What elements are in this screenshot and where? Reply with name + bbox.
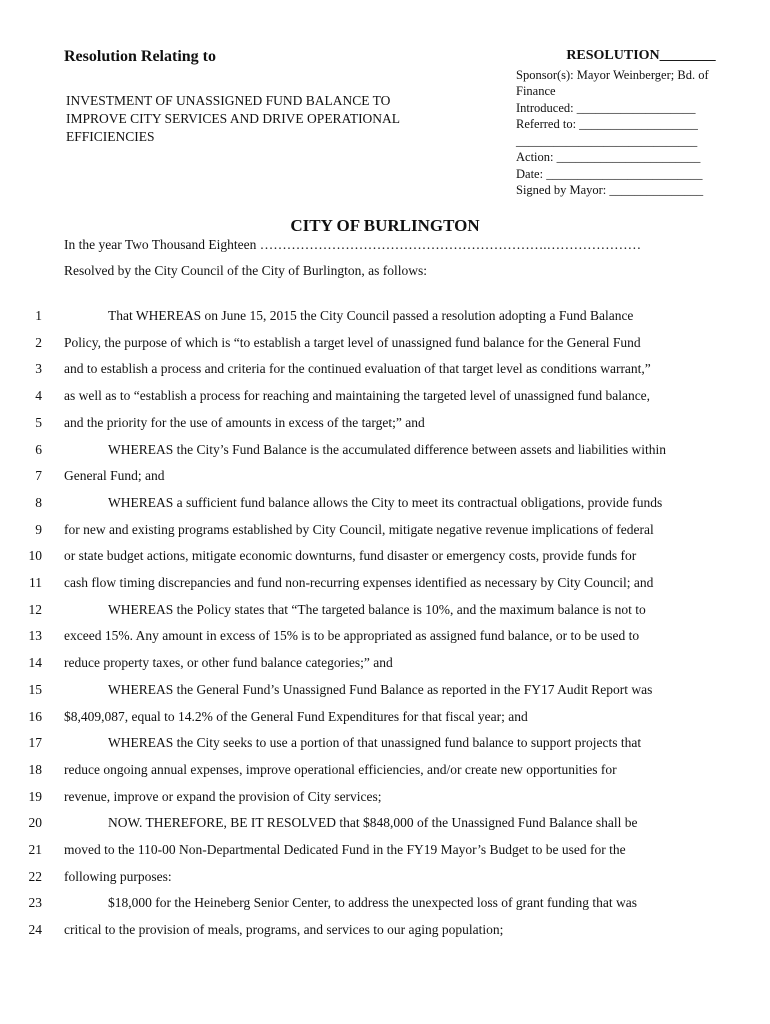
action-line: Action: _______________________	[516, 150, 701, 164]
line-number: 13	[28, 628, 42, 644]
line-text: WHEREAS a sufficient fund balance allows the City to meet its contractual obligations, provide funds	[108, 494, 663, 510]
line-number: 11	[29, 575, 42, 590]
line-number: 4	[35, 388, 42, 404]
line-text: $18,000 for the Heineberg Senior Center, to address the unexpected loss of grant funding that was	[108, 895, 637, 911]
blank-line: _____________________________	[516, 133, 698, 148]
numbered-line	[0, 442, 770, 462]
line-text: WHEREAS the City’s Fund Balance is the accumulated difference between assets and liabilities within	[108, 441, 666, 457]
city-title: CITY OF BURLINGTON	[290, 216, 480, 235]
resolution-number-label: RESOLUTION________	[566, 48, 716, 63]
numbered-line	[0, 415, 770, 435]
signed-by-mayor-line: Signed by Mayor: _______________	[516, 183, 704, 197]
line-text: reduce property taxes, or other fund balance categories;” and	[64, 655, 393, 671]
resolution-heading: Resolution Relating to	[64, 48, 216, 65]
line-text: WHEREAS the General Fund’s Unassigned Fund Balance as reported in the FY17 Audit Report was	[108, 681, 653, 697]
line-number: 23	[28, 895, 42, 911]
subject-line: INVESTMENT OF UNASSIGNED FUND BALANCE TO	[66, 93, 391, 108]
line-number: 14	[28, 655, 42, 671]
numbered-line	[0, 869, 770, 889]
numbered-line	[0, 602, 770, 622]
introduced-line: Introduced: ___________________	[516, 100, 696, 115]
sponsor-line-cont: Finance	[516, 84, 556, 98]
line-number: 17	[28, 735, 42, 751]
line-number: 19	[28, 788, 42, 804]
line-number: 3	[35, 361, 42, 377]
line-text: NOW. THEREFORE, BE IT RESOLVED that $848,000 of the Unassigned Fund Balance shall be	[108, 815, 638, 831]
resolution-info-box	[516, 48, 756, 199]
line-number: 5	[35, 414, 42, 430]
line-text: WHEREAS the City seeks to use a portion of that unassigned fund balance to support projects that	[108, 735, 642, 751]
line-text: General Fund; and	[64, 468, 165, 484]
line-number: 2	[35, 334, 42, 350]
line-text: moved to the 110-00 Non-Departmental Dedicated Fund in the FY19 Mayor’s Budget to be used for the	[64, 842, 626, 857]
resolved-line: Resolved by the City Council of the City of Burlington, as follows:	[64, 263, 427, 278]
line-text: as well as to “establish a process for reaching and maintaining the targeted level of unassigned fund balance,	[64, 388, 651, 404]
numbered-line	[0, 842, 770, 862]
numbered-line	[0, 789, 770, 809]
line-number: 12	[28, 601, 42, 617]
line-text: following purposes:	[64, 868, 172, 884]
numbered-line	[0, 548, 770, 568]
numbered-line	[0, 922, 770, 942]
line-text: exceed 15%. Any amount in excess of 15% is to be appropriated as assigned fund balance, or to be used to	[64, 628, 640, 644]
line-number: 22	[28, 868, 42, 884]
line-text: or state budget actions, mitigate economic downturns, fund disaster or emergency costs, provide funds for	[64, 548, 637, 564]
line-number: 10	[28, 548, 42, 564]
numbered-line	[0, 308, 770, 328]
year-line: In the year Two Thousand Eighteen ……………………………………………………….…………………	[64, 237, 642, 252]
subject-line: IMPROVE CITY SERVICES AND DRIVE OPERATIONAL	[66, 111, 401, 126]
numbered-line	[0, 815, 770, 835]
resolution-subject	[66, 92, 400, 146]
line-text: revenue, improve or expand the provision of City services;	[64, 788, 382, 804]
numbered-line	[0, 762, 770, 782]
numbered-line	[0, 628, 770, 648]
referred-to-line: Referred to: ___________________	[516, 117, 698, 131]
line-text: That WHEREAS on June 15, 2015 the City Council passed a resolution adopting a Fund Balance	[108, 308, 634, 323]
line-number: 6	[35, 441, 42, 457]
numbered-line	[0, 522, 770, 542]
numbered-line	[0, 335, 770, 355]
numbered-line	[0, 468, 770, 488]
numbered-line	[0, 682, 770, 702]
numbered-line	[0, 575, 770, 595]
line-number: 7	[35, 468, 42, 484]
line-text: $8,409,087, equal to 14.2% of the General Fund Expenditures for that fiscal year; and	[64, 708, 528, 724]
line-number: 9	[35, 521, 42, 537]
line-text: for new and existing programs established by City Council, mitigate negative revenue implications of federal	[64, 521, 654, 537]
line-text: cash flow timing discrepancies and fund non-recurring expenses identified as necessary by City Council; and	[64, 575, 654, 590]
line-text: Policy, the purpose of which is “to establish a target level of unassigned fund balance for the General Fund	[64, 334, 641, 350]
line-number: 24	[28, 922, 42, 938]
line-number: 21	[28, 842, 42, 857]
line-number: 20	[28, 815, 42, 831]
line-number: 16	[28, 708, 42, 724]
numbered-line	[0, 361, 770, 381]
numbered-line	[0, 895, 770, 915]
subject-line: EFFICIENCIES	[66, 129, 155, 144]
line-text: and to establish a process and criteria for the continued evaluation of that target level as conditions warrant,”	[64, 361, 651, 377]
numbered-line	[0, 655, 770, 675]
numbered-line	[0, 709, 770, 729]
line-number: 1	[35, 308, 42, 323]
line-number: 18	[28, 761, 42, 777]
sponsor-line: Sponsor(s): Mayor Weinberger; Bd. of	[516, 67, 709, 82]
line-text: reduce ongoing annual expenses, improve operational efficiencies, and/or create new opportunities for	[64, 761, 617, 777]
line-number: 15	[28, 681, 42, 697]
numbered-line	[0, 388, 770, 408]
line-text: and the priority for the use of amounts in excess of the target;” and	[64, 414, 425, 430]
line-text: WHEREAS the Policy states that “The targeted balance is 10%, and the maximum balance is not to	[108, 601, 646, 617]
numbered-line	[0, 735, 770, 755]
line-number: 8	[35, 494, 42, 510]
numbered-line	[0, 495, 770, 515]
line-text: critical to the provision of meals, programs, and services to our aging population;	[64, 922, 504, 938]
date-line: Date: _________________________	[516, 166, 703, 181]
